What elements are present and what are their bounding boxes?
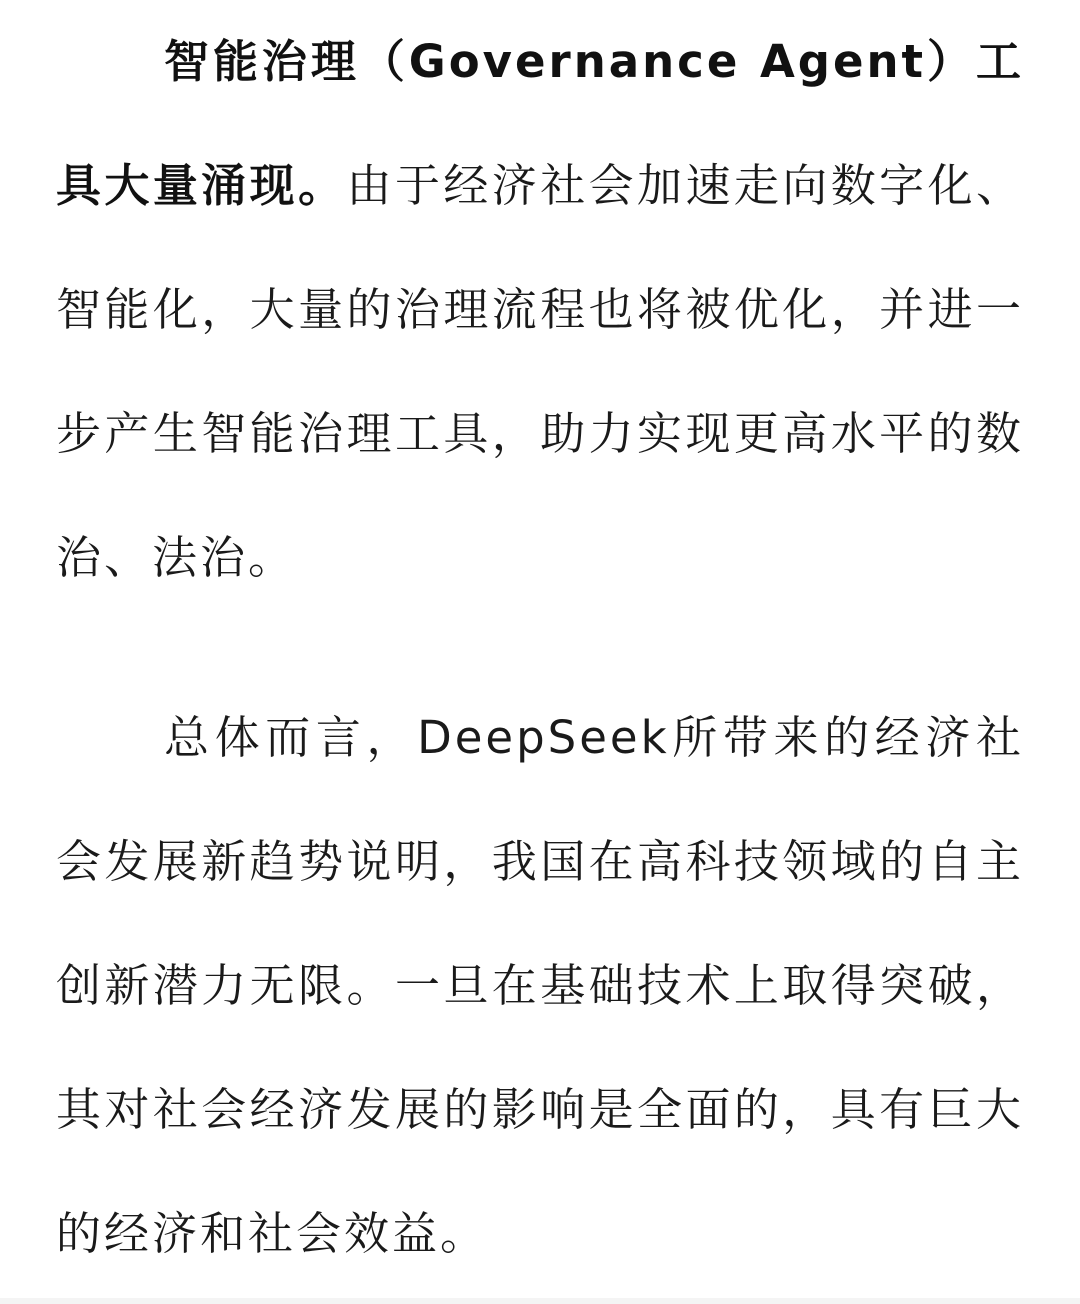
bottom-divider	[0, 1298, 1080, 1304]
paragraph-text: 总体而言，DeepSeek所带来的经济社会发展新趋势说明，我国在高科技领域的自主创新潜力无限。一旦在基础技术上取得突破，其对社会经济发展的影响是全面的，具有巨大的经济和社会效益。	[56, 711, 1024, 1260]
paragraph-governance-agent	[56, 0, 1024, 620]
paragraph-text: 由于经济社会加速走向数字化、智能化，大量的治理流程也将被优化，并进一步产生智能治理工具，助力实现更高水平的数治、法治。	[56, 159, 1024, 584]
paragraph-bold-lead: 智能治理（Governance Agent）工具大量涌现。	[56, 35, 1024, 212]
article-body	[56, 0, 1024, 1296]
paragraph-summary	[56, 676, 1024, 1296]
